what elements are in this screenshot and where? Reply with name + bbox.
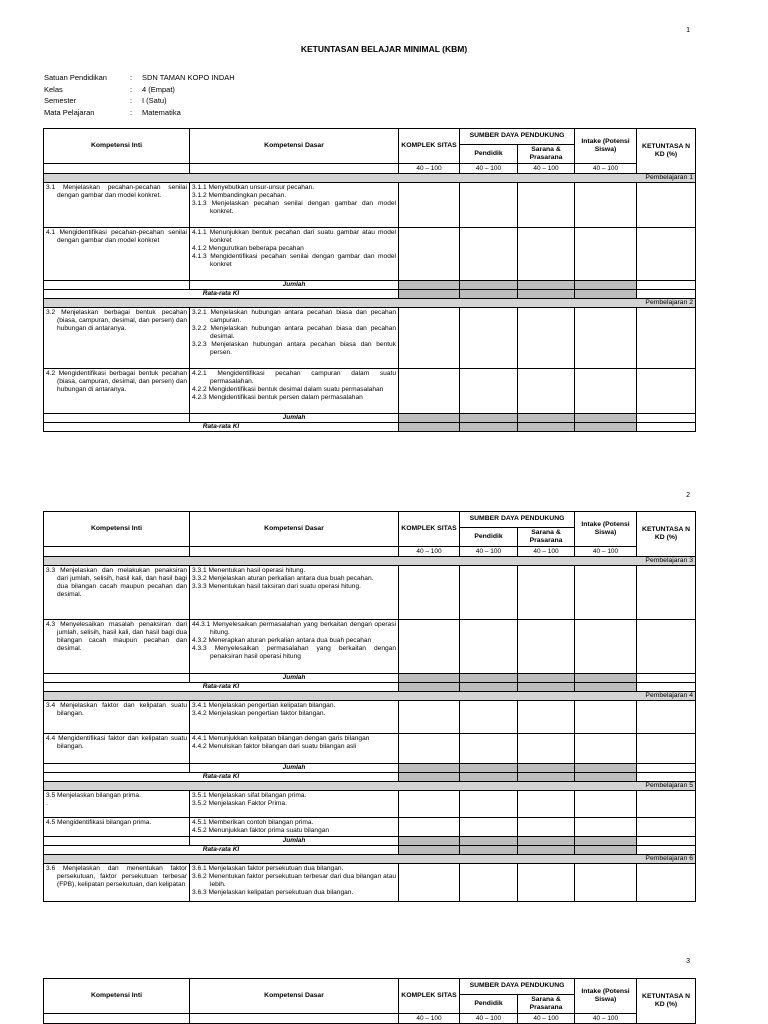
section-label: Pembelajaran 4 [44,692,696,701]
header-intake: Intake (Potensi Siswa) [575,979,637,1014]
header-sarana: Sarana & Prasarana [518,528,575,547]
header-ki: Kompetensi Inti [44,512,190,547]
page-number: 1 [686,27,690,34]
page-number: 2 [686,492,690,499]
header-kd: Kompetensi Dasar [190,979,399,1014]
table-row: 3.6 Menjelaskan dan menentukan faktor persekutuan, faktor persekutuan terbesar (FPB), kelipatan persekutuan, dan kelipatan 3.6.1 Menjelaskan faktor persekutuan dua bilangan. 3.6.2 Menentukan faktor persekutuan terbesar dari dua bilangan atau lebih. 3.6.3 Menjelaskan kelipatan persekutuan dua bilangan. [44,864,696,902]
kbm-table-page-1: Kompetensi Inti Kompetensi Dasar KOMPLEK SITAS SUMBER DAYA PENDUKUNG Intake (Potensi Siswa) KETUNTASA N KD (%) Pendidik Sarana & Prasarana 40 – 100 40 – 100 40 – 100 40 – 100 Pembelajaran 1 3.1 Menjelaskan pecahan-pecahan senilai dengan gambar dan model konkret. 3.1.1 Menyebutkan unsur-unsur pecahan. 3.1.2 Membandingkan pecahan. 3.1.3 Menjelaskan pecahan senilai dengan gambar dan model konkret. 4.1 Mengidentifikasi pecahan-pecahan senilai dengan gambar dan model konkret 4.1.1 Menunjukkan bentuk pecahan dari suatu gambar atau model konkret 4.1.2 Mengurutkan beberapa pecahan 4.1.3 Mengidentifikasi pecahan senilai dengan gambar dan model konkret Jumlah Rata-rata KI Pembelajaran 2 3.2 Menjelaskan berbagai bentuk pecahan (biasa, campuran, desimal, dan persen) dan hubungan di antaranya. 3.2.1 Menjelaskan hubungan antara pecahan biasa dan pecahan campuran. 3.2.2 Menjelaskan hubungan antara pecahan biasa dan pecahan desimal. 3.2.3 Menjelaskan hubungan antara pecahan biasa dan bentuk persen. 4.2 Mengidentifikasi berbagai bentuk pecahan (biasa, campuran, desimal, dan persen) dan hubungan di antaranya. 4.2.1 Mengidentifikasi pecahan campuran dalam suatu permasalahan. 4.2.2 Mengidentifikasi bentuk desimal dalam suatu permasalahan 4.2.3 Mengidentifikasi bentuk persen dalam permasalahan Jumlah Rata-rata KI [43,128,696,432]
header-kd: Kompetensi Dasar [190,512,399,547]
info-row-subject: Mata Pelajaran : Matematika [44,107,181,117]
header-sarana: Sarana & Prasarana [518,995,575,1014]
document-title: KETUNTASAN BELAJAR MINIMAL (KBM) [300,44,468,54]
table-row: 3.1 Menjelaskan pecahan-pecahan senilai dengan gambar dan model konkret. 3.1.1 Menyebutkan unsur-unsur pecahan. 3.1.2 Membandingkan pecahan. 3.1.3 Menjelaskan pecahan senilai dengan gambar dan model konkret. [44,183,696,228]
table-row: 4.4 Mengidentifikasi faktor dan kelipatan suatu bilangan. 4.4.1 Menunjukkan kelipatan bilangan dengan garis bilangan 4.4.2 Menuliskan faktor bilangan dari suatu bilangan asli [44,734,696,764]
header-pendidik: Pendidik [460,145,518,164]
info-row-semester: Semester : I (Satu) [44,96,167,105]
header-pendidik: Pendidik [460,528,518,547]
section-label: Pembelajaran 1 [44,174,696,183]
header-ki: Kompetensi Inti [44,129,190,164]
header-kompleksitas: KOMPLEK SITAS [399,512,460,547]
kbm-table-page-2: Kompetensi Inti Kompetensi Dasar KOMPLEK SITAS SUMBER DAYA PENDUKUNG Intake (Potensi Siswa) KETUNTASA N KD (%) Pendidik Sarana & Prasarana 40 – 100 40 – 100 40 – 100 40 – 100 Pembelajaran 3 3.3 Menjelaskan dan melakukan penaksiran dari jumlah, selisih, hasil kali, dan hasil bagi dua bilangan cacah maupun pecahan dan desimal. 3.3.1 Menentukan hasil operasi hitung. 3.3.2 Menjelaskan aturan perkalian antara dua buah pecahan. 3.3.3 Menentukan hasil taksiran dari suatu operasi hitung. 4.3 Menyelesaikan masalah penaksiran dari jumlah, selisih, hasil kali, dan hasil bagi dua bilangan cacah maupun pecahan dan desimal. 44.3.1 Menyelesaikan permasalahan yang berkaitan dengan operasi hitung. 4.3.2 Menerapkan aturan perkalian antara dua buah pecahan 4.3.3 Menyelesaikan permasalahan yang berkaitan dengan penaksiran hasil operasi hitung Jumlah Rata-rata KI Pembelajaran 4 3.4 Menjelaskan faktor dan kelipatan suatu bilangan. 3.4.1 Menjelaskan pengertian kelipatan bilangan. 3.4.2 Menjelaskan pengertian faktor bilangan. 4.4 Mengidentifikasi faktor dan kelipatan suatu bilangan. 4.4.1 Menunjukkan kelipatan bilangan dengan garis bilangan 4.4.2 Menuliskan faktor bilangan dari suatu bilangan asli Jumlah Rata-rata KI Pembelajaran 5 3.5 Menjelaskan bilangan prima. . 3.5.1 Menjelaskan sifat bilangan prima. 3.5.2 Menjelaskan Faktor Prima. 4.5 Mengidentifikasi bilangan prima. 4.5.1 Memberikan contoh bilangan prima. 4.5.2 Menunjukkan faktor prima suatu bilangan Jumlah Rata-rata KI Pembelajaran 6 3.6 Menjelaskan dan menentukan faktor persekutuan, faktor persekutuan terbesar (FPB), kelipatan persekutuan, dan kelipatan 3.6.1 Menjelaskan faktor persekutuan dua bilangan. 3.6.2 Menentukan faktor persekutuan terbesar dari dua bilangan atau lebih. 3.6.3 Menjelaskan kelipatan persekutuan dua bilangan. [43,511,696,902]
page-number: 3 [686,958,690,965]
section-label: Pembelajaran 3 [44,557,696,566]
table-row: 3.5 Menjelaskan bilangan prima. . 3.5.1 Menjelaskan sifat bilangan prima. 3.5.2 Menjelaskan Faktor Prima. [44,791,696,818]
header-sumber: SUMBER DAYA PENDUKUNG [460,129,575,145]
section-label: Pembelajaran 2 [44,299,696,308]
header-intake: Intake (Potensi Siswa) [575,129,637,164]
kbm-table-page-3: Kompetensi Inti Kompetensi Dasar KOMPLEK SITAS SUMBER DAYA PENDUKUNG Intake (Potensi Siswa) KETUNTASA N KD (%) Pendidik Sarana & Prasarana 40 – 100 40 – 100 40 – 100 40 – 100 [43,978,696,1024]
table-row: 4.3 Menyelesaikan masalah penaksiran dari jumlah, selisih, hasil kali, dan hasil bagi dua bilangan cacah maupun pecahan dan desimal. 44.3.1 Menyelesaikan permasalahan yang berkaitan dengan operasi hitung. 4.3.2 Menerapkan aturan perkalian antara dua buah pecahan 4.3.3 Menyelesaikan permasalahan yang berkaitan dengan penaksiran hasil operasi hitung [44,620,696,674]
header-pendidik: Pendidik [460,995,518,1014]
header-intake: Intake (Potensi Siswa) [575,512,637,547]
header-ketuntasan: KETUNTASA N KD (%) [637,979,696,1024]
table-row: 3.4 Menjelaskan faktor dan kelipatan suatu bilangan. 3.4.1 Menjelaskan pengertian kelipatan bilangan. 3.4.2 Menjelaskan pengertian faktor bilangan. [44,701,696,734]
info-row-class: Kelas : 4 (Empat) [44,84,175,94]
table-row: 4.5 Mengidentifikasi bilangan prima. 4.5.1 Memberikan contoh bilangan prima. 4.5.2 Menunjukkan faktor prima suatu bilangan [44,818,696,837]
table-row: 4.2 Mengidentifikasi berbagai bentuk pecahan (biasa, campuran, desimal, dan persen) dan hubungan di antaranya. 4.2.1 Mengidentifikasi pecahan campuran dalam suatu permasalahan. 4.2.2 Mengidentifikasi bentuk desimal dalam suatu permasalahan 4.2.3 Mengidentifikasi bentuk persen dalam permasalahan [44,369,696,414]
header-ki: Kompetensi Inti [44,979,190,1014]
header-kompleksitas: KOMPLEK SITAS [399,129,460,164]
header-sumber: SUMBER DAYA PENDUKUNG [460,979,575,995]
header-kompleksitas: KOMPLEK SITAS [399,979,460,1014]
header-kd: Kompetensi Dasar [190,129,399,164]
section-label: Pembelajaran 6 [44,855,696,864]
header-ketuntasan: KETUNTASA N KD (%) [637,512,696,557]
section-label: Pembelajaran 5 [44,782,696,791]
header-sumber: SUMBER DAYA PENDUKUNG [460,512,575,528]
header-sarana: Sarana & Prasarana [518,145,575,164]
school-info [44,72,235,118]
table-row: 3.2 Menjelaskan berbagai bentuk pecahan (biasa, campuran, desimal, dan persen) dan hubungan di antaranya. 3.2.1 Menjelaskan hubungan antara pecahan biasa dan pecahan campuran. 3.2.2 Menjelaskan hubungan antara pecahan biasa dan pecahan desimal. 3.2.3 Menjelaskan hubungan antara pecahan biasa dan bentuk persen. [44,308,696,369]
info-row-school: Satuan Pendidikan : SDN TAMAN KOPO INDAH [44,73,235,82]
table-row: 4.1 Mengidentifikasi pecahan-pecahan senilai dengan gambar dan model konkret 4.1.1 Menunjukkan bentuk pecahan dari suatu gambar atau model konkret 4.1.2 Mengurutkan beberapa pecahan 4.1.3 Mengidentifikasi pecahan senilai dengan gambar dan model konkret [44,228,696,281]
header-ketuntasan: KETUNTASA N KD (%) [637,129,696,174]
table-row: 3.3 Menjelaskan dan melakukan penaksiran dari jumlah, selisih, hasil kali, dan hasil bagi dua bilangan cacah maupun pecahan dan desimal. 3.3.1 Menentukan hasil operasi hitung. 3.3.2 Menjelaskan aturan perkalian antara dua buah pecahan. 3.3.3 Menentukan hasil taksiran dari suatu operasi hitung. [44,566,696,620]
